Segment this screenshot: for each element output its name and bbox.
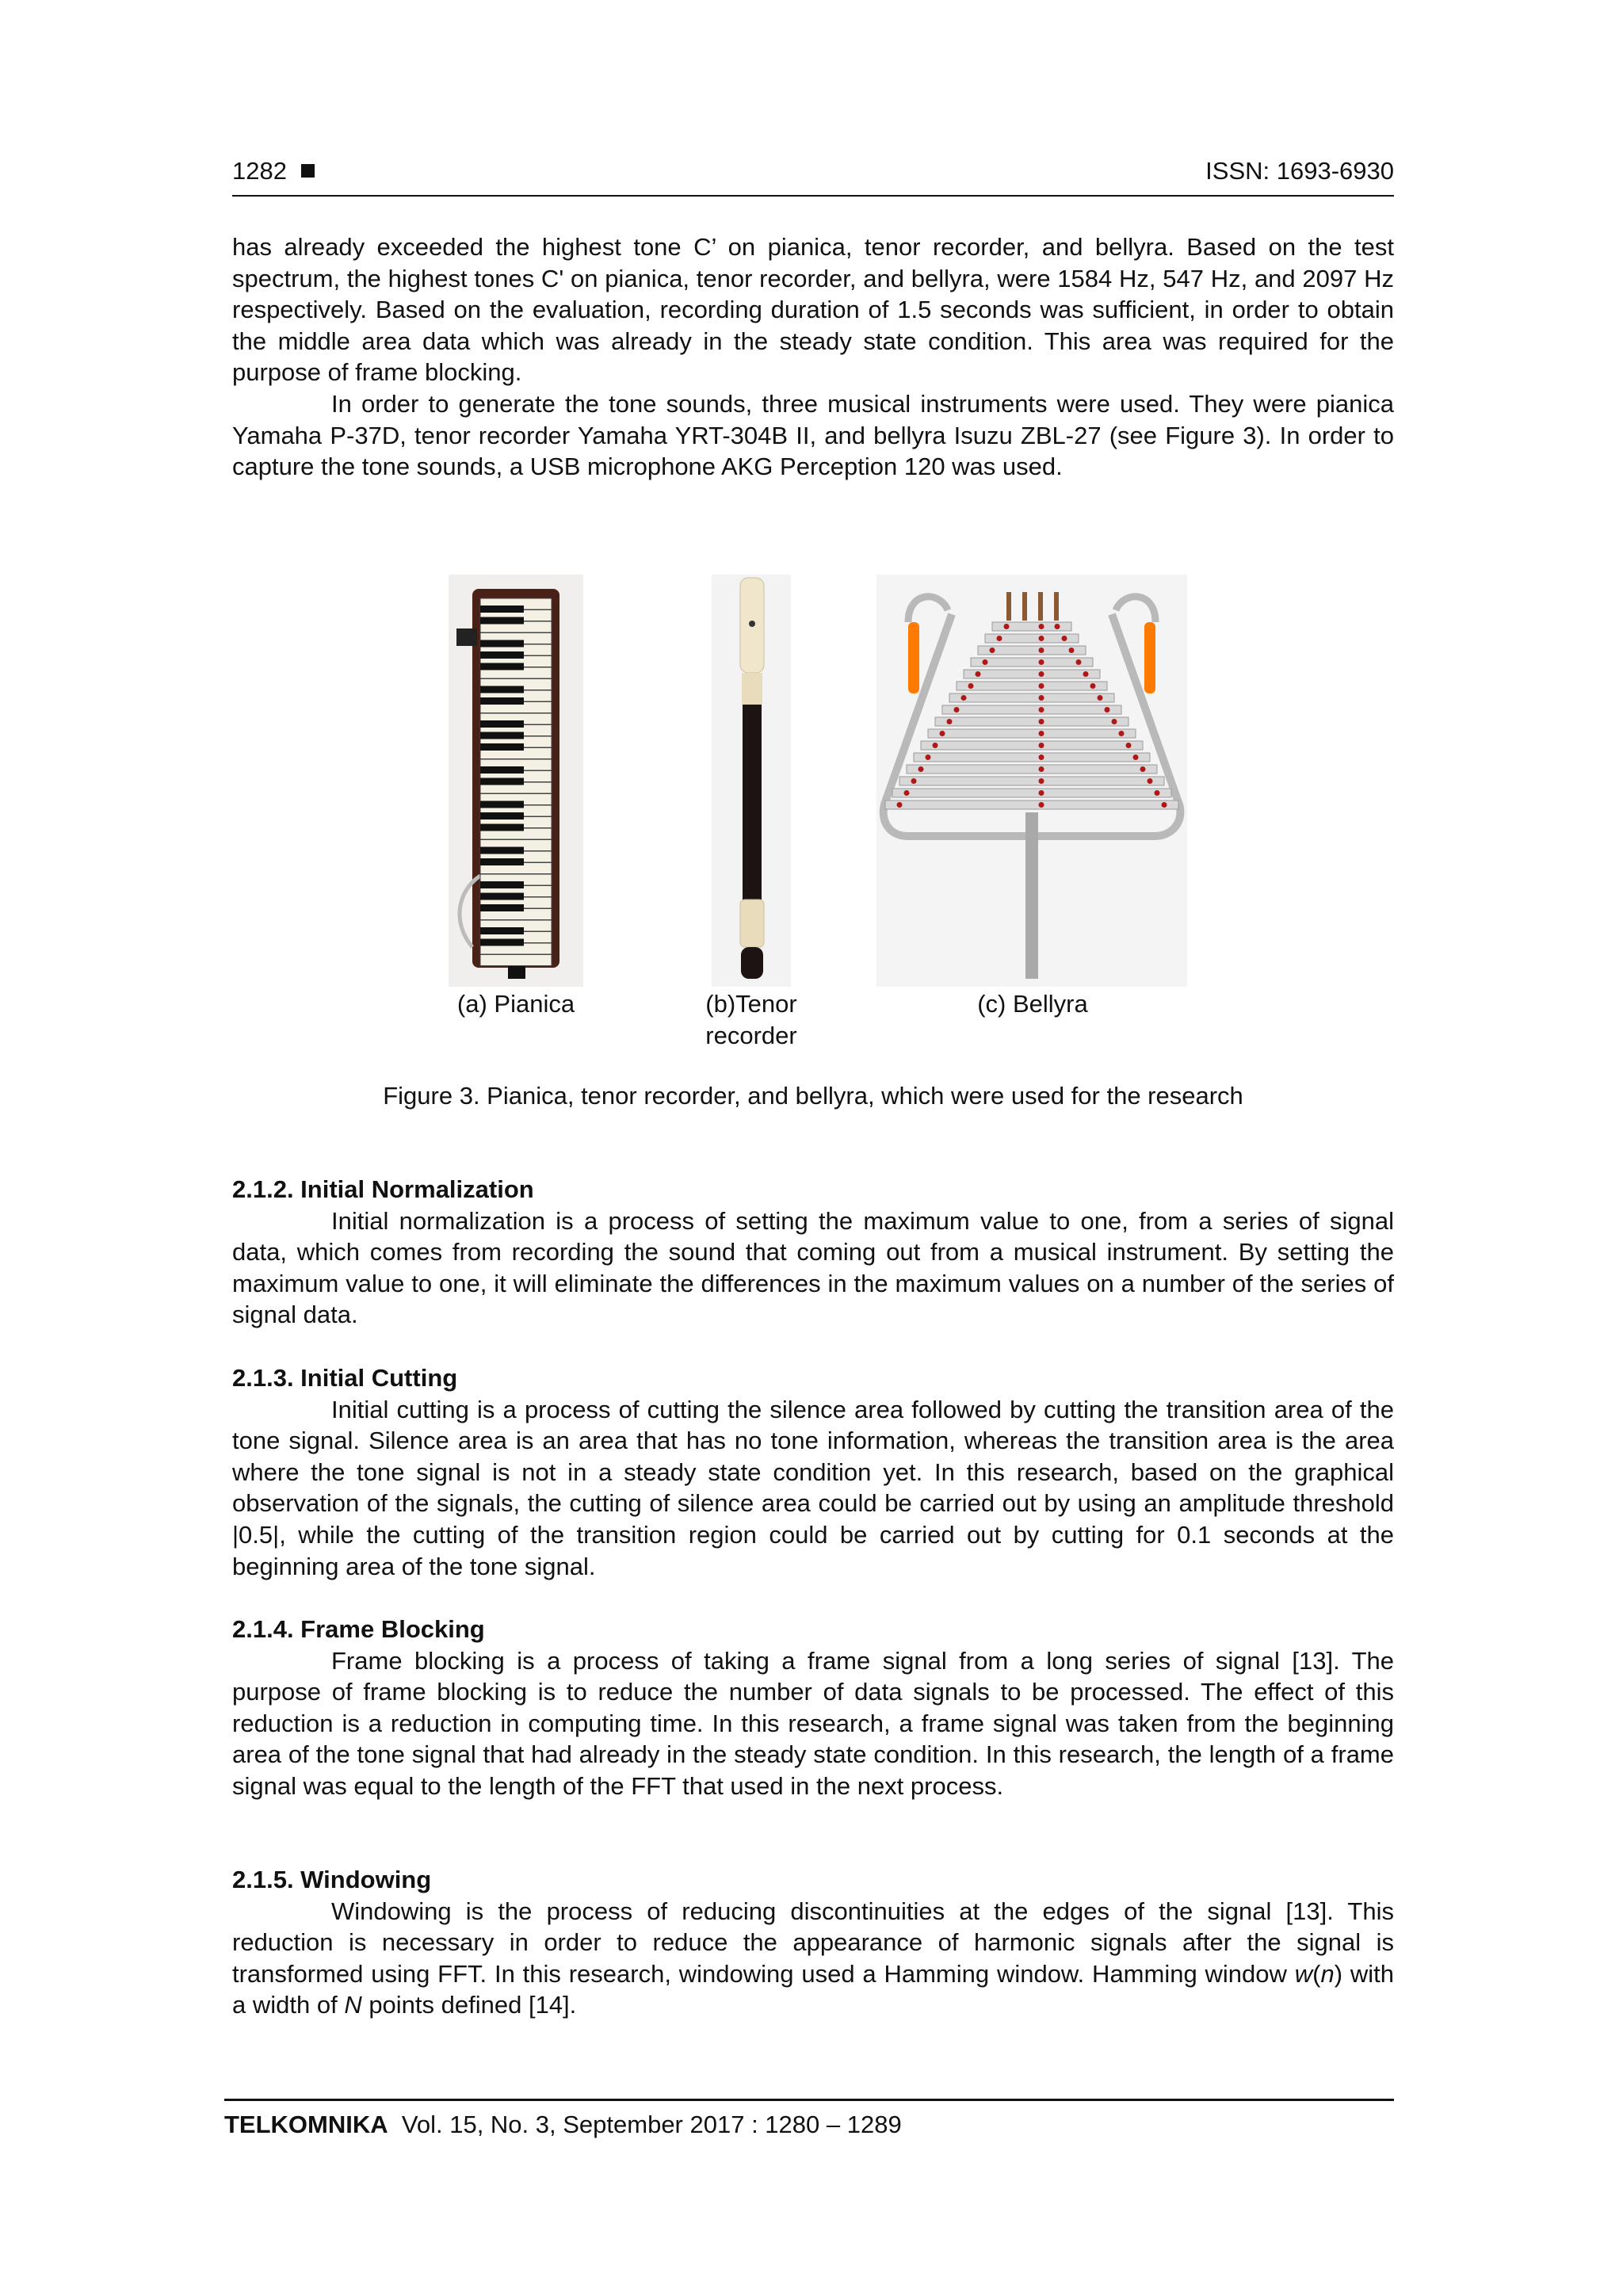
bellyra-peg — [990, 648, 995, 653]
bellyra-peg — [983, 659, 988, 665]
bellyra-peg — [926, 755, 931, 760]
bellyra-peg — [1133, 755, 1139, 760]
bellyra-peg — [947, 719, 953, 724]
section-body: Initial cutting is a process of cutting the silence area followed by cutting the transition area of the tone signal. Silence area is an area that has no tone information, whereas the transition area is the area where the tone signal is not in a steady state condition yet. In this research, based on the graphical observation of the signals, the cutting of silence area could be carried out by using an amplitude threshold |0.5|, while the cutting of the transition region could be carried out by cutting for 0.1 seconds at the beginning area of the tone signal. — [232, 1395, 1394, 1580]
section-2-1-4 — [232, 1614, 1394, 1802]
tenor-recorder-image — [712, 575, 791, 987]
issn: ISSN: 1693-6930 — [1205, 157, 1394, 185]
pianica-black-key — [480, 697, 524, 705]
pianica-black-key — [480, 766, 524, 774]
section-heading: 2.1.4. Frame Blocking — [232, 1615, 485, 1643]
bellyra-bar — [942, 705, 1121, 714]
bellyra-peg — [1039, 624, 1044, 629]
body-text: Windowing is the process of reducing discontinuities at the edges of the signal [13]. This reduction is necessary in order to reduce the appearance of harmonic signals after the signal is transformed using FFT. In this research, windowing used a Hamming window. Hamming window — [232, 1897, 1394, 1988]
bellyra-peg — [1039, 755, 1044, 760]
bellyra-peg — [933, 743, 938, 748]
section-2-1-2 — [232, 1174, 1394, 1331]
bellyra-peg — [1055, 624, 1060, 629]
bellyra-drawing — [876, 575, 1187, 987]
square-bullet-icon — [301, 164, 315, 178]
pianica-black-key — [480, 801, 524, 808]
bellyra-peg — [1105, 707, 1110, 712]
section-heading: 2.1.3. Initial Cutting — [232, 1364, 458, 1392]
journal-details: Vol. 15, No. 3, September 2017 : 1280 – 1289 — [401, 2111, 902, 2138]
pianica-black-key — [480, 858, 524, 865]
intro-paragraph-1: has already exceeded the highest tone C’ on pianica, tenor recorder, and bellyra. Based on the test spectrum, the highest tones C' on pianica, tenor recorder, and bellyra, were 1584 Hz, 547 Hz, and 2097 Hz respectively. Based on the evaluation, recording duration of 1.5 seconds was sufficient, in order to obtain the middle area data which was already in the steady state condition. This area was required for the purpose of frame blocking. — [232, 233, 1394, 387]
page-number: 1282 — [232, 157, 287, 185]
bellyra-peg — [940, 731, 945, 736]
bellyra-bar — [921, 741, 1143, 750]
bellyra-peg — [976, 671, 981, 677]
bellyra-peg — [1039, 683, 1044, 689]
section-2-1-5 — [232, 1864, 1394, 2021]
bellyra-peg — [997, 636, 1002, 641]
pianica-black-key — [480, 824, 524, 831]
bellyra-image — [876, 575, 1187, 987]
math-n: n — [1320, 1959, 1335, 1988]
pianica-black-key — [480, 904, 524, 911]
bellyra-bar — [957, 682, 1107, 690]
bellyra-bar — [935, 717, 1128, 726]
subcaption-b-line1: (b)Tenor — [705, 990, 797, 1018]
bellyra-peg — [954, 707, 960, 712]
pianica-image — [449, 575, 583, 987]
bellyra-peg — [1062, 636, 1067, 641]
bellyra-peg — [1098, 695, 1103, 701]
bellyra-bar — [907, 765, 1157, 774]
journal-name: TELKOMNIKA — [224, 2111, 388, 2138]
bellyra-bar — [899, 777, 1164, 785]
bellyra-bar — [892, 789, 1171, 797]
bellyra-peg — [968, 683, 974, 689]
pianica-black-key — [480, 778, 524, 785]
bellyra-bar — [949, 693, 1114, 702]
math-w: w — [1294, 1959, 1313, 1988]
bellyra-peg — [1039, 802, 1044, 808]
bellyra-peg — [961, 695, 967, 701]
header-left — [232, 155, 315, 187]
bellyra-peg — [1140, 766, 1146, 772]
figure-3 — [232, 575, 1394, 1129]
pianica-black-key — [480, 720, 524, 728]
bellyra-bar — [928, 729, 1136, 738]
bellyra-peg — [1039, 778, 1044, 784]
bellyra-bar — [971, 658, 1093, 667]
bellyra-peg — [1069, 648, 1075, 653]
pianica-black-key — [480, 732, 524, 739]
bellyra-peg — [1090, 683, 1096, 689]
bellyra-peg — [1119, 731, 1125, 736]
bellyra-peg — [904, 790, 910, 796]
bellyra-peg — [1148, 778, 1153, 784]
section-heading: 2.1.2. Initial Normalization — [232, 1175, 534, 1203]
pianica-black-key — [480, 663, 524, 670]
bellyra-peg — [1039, 659, 1044, 665]
bellyra-peg — [1162, 802, 1167, 808]
bellyra-peg — [918, 766, 924, 772]
subcaption-a: (a) Pianica — [456, 990, 575, 1018]
bellyra-peg — [1039, 707, 1044, 712]
bellyra-peg — [1039, 719, 1044, 724]
bellyra-peg — [897, 802, 903, 808]
bellyra-peg — [1039, 648, 1044, 653]
bellyra-peg — [1039, 766, 1044, 772]
bellyra-peg — [1076, 659, 1082, 665]
section-body: Windowing is the process of reducing discontinuities at the edges of the signal [13]. This reduction is necessary in order to reduce the appearance of harmonic signals after the signal is transformed using FFT. In this research, windowing used a Hamming window. Hamming window w(n) with a width of N points defined [14]. — [232, 1897, 1394, 2019]
pianica-black-key — [480, 686, 524, 693]
intro-paragraph-2: In order to generate the tone sounds, three musical instruments were used. They were pianica Yamaha P-37D, tenor recorder Yamaha YRT-304B II, and bellyra Isuzu ZBL-27 (see Figure 3). In order to capture the tone sounds, a USB microphone AKG Perception 120 was used. — [232, 389, 1394, 481]
bellyra-peg — [1039, 731, 1044, 736]
figure-caption: Figure 3. Pianica, tenor recorder, and bellyra, which were used for the research — [383, 1082, 1243, 1110]
bellyra-peg — [1039, 636, 1044, 641]
pianica-black-key — [480, 743, 524, 751]
section-heading: 2.1.5. Windowing — [232, 1866, 432, 1893]
pianica-black-key — [480, 640, 524, 648]
bellyra-bar — [885, 800, 1178, 809]
pianica-black-key — [480, 893, 524, 900]
pianica-black-key — [480, 881, 524, 888]
bellyra-peg — [1039, 790, 1044, 796]
bellyra-peg — [1126, 743, 1132, 748]
page-footer — [224, 2099, 1394, 2141]
recorder-drawing — [712, 575, 791, 987]
page-header — [232, 155, 1394, 197]
pianica-black-key — [480, 847, 524, 854]
subcaption-b-line2: recorder — [705, 1021, 797, 1049]
bellyra-peg — [1083, 671, 1089, 677]
bellyra-peg — [1039, 695, 1044, 701]
bellyra-peg — [1112, 719, 1117, 724]
subcaption-b — [676, 988, 827, 1051]
body-text: points defined [14]. — [361, 1991, 577, 2019]
pianica-black-key — [480, 927, 524, 934]
subcaption-c: (c) Bellyra — [977, 990, 1088, 1018]
body-text: with a width of — [232, 1959, 1394, 2019]
bellyra-peg — [1004, 624, 1010, 629]
section-2-1-3 — [232, 1362, 1394, 1582]
bellyra-peg — [1039, 671, 1044, 677]
pianica-black-key — [480, 651, 524, 659]
bellyra-peg — [911, 778, 917, 784]
section-body: Initial normalization is a process of setting the maximum value to one, from a series of signal data, which comes from recording the sound that coming out from a musical instrument. By setting the maximum value to one, it will eliminate the differences in the maximum values on a number of the series of signal data. — [232, 1206, 1394, 1329]
pianica-black-key — [480, 606, 524, 613]
section-body: Frame blocking is a process of taking a frame signal from a long series of signal [13]. The purpose of frame blocking is to reduce the number of data signals to be processed. The effect of this reduction is a reduction in computing time. In this research, a frame signal was taken from the beginning area of the tone signal that had already in the steady state condition. In this research, the length of a frame signal was equal to the length of the FFT that used in the next process. — [232, 1646, 1394, 1800]
pianica-drawing — [449, 575, 583, 987]
bellyra-peg — [1155, 790, 1160, 796]
intro-text — [232, 231, 1394, 483]
pianica-white-key — [480, 955, 552, 966]
bellyra-bar — [964, 670, 1100, 678]
bellyra-bar — [914, 753, 1150, 762]
pianica-black-key — [480, 812, 524, 819]
pianica-black-key — [480, 939, 524, 946]
math-N: N — [344, 1991, 362, 2019]
pianica-black-key — [480, 617, 524, 625]
bellyra-peg — [1039, 743, 1044, 748]
